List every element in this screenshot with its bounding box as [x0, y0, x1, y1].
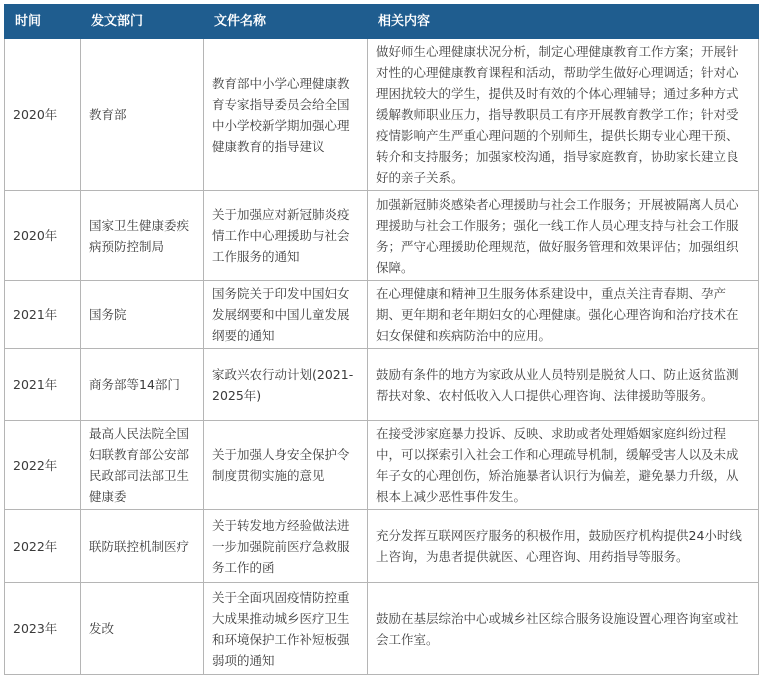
cell-department: 教育部 [81, 39, 204, 191]
cell-content: 在心理健康和精神卫生服务体系建设中，重点关注青春期、孕产期、更年期和老年期妇女的心理健康。强化心理咨询和治疗技术在妇女保健和疾病防治中的应用。 [368, 281, 759, 349]
cell-department: 国务院 [81, 281, 204, 349]
header-content: 相关内容 [368, 5, 759, 39]
table-row [5, 583, 759, 675]
header-year: 时间 [5, 5, 81, 39]
header-document: 文件名称 [204, 5, 368, 39]
table-row [5, 191, 759, 281]
table-row [5, 281, 759, 349]
cell-department: 国家卫生健康委疾病预防控制局 [81, 191, 204, 281]
cell-content: 在接受涉家庭暴力投诉、反映、求助或者处理婚姻家庭纠纷过程中，可以探索引入社会工作和心理疏导机制，缓解受害人以及未成年子女的心理创伤，矫治施暴者认识行为偏差，避免暴力升级，从根本上减少恶性事件发生。 [368, 421, 759, 510]
cell-document: 关于加强应对新冠肺炎疫情工作中心理援助与社会工作服务的通知 [204, 191, 368, 281]
cell-content: 加强新冠肺炎感染者心理援助与社会工作服务；开展被隔离人员心理援助与社会工作服务；强化一线工作人员心理支持与社会工作服务；严守心理援助伦理规范，做好服务管理和效果评估；加强组织保障。 [368, 191, 759, 281]
cell-department: 最高人民法院全国妇联教育部公安部民政部司法部卫生健康委 [81, 421, 204, 510]
cell-content: 做好师生心理健康状况分析，制定心理健康教育工作方案；开展针对性的心理健康教育课程和活动，帮助学生做好心理调适；针对心理困扰较大的学生，提供及时有效的个体心理辅导；通过多种方式缓解教师职业压力，指导教职员工有序开展教育教学工作；针对受疫情影响产生严重心理问题的个别师生，提供长期专业心理干预、转介和支持服务；加强家校沟通，指导家庭教育，协助家长建立良好的亲子关系。 [368, 39, 759, 191]
policy-table [4, 4, 759, 675]
table-row [5, 39, 759, 191]
table-row [5, 510, 759, 583]
cell-content: 鼓励在基层综治中心或城乡社区综合服务设施设置心理咨询室或社会工作室。 [368, 583, 759, 675]
cell-year: 2023年 [5, 583, 81, 675]
cell-document: 教育部中小学心理健康教育专家指导委员会给全国中小学校新学期加强心理健康教育的指导建议 [204, 39, 368, 191]
header-row [5, 5, 759, 39]
table-header [5, 5, 759, 39]
cell-year: 2020年 [5, 191, 81, 281]
cell-year: 2022年 [5, 510, 81, 583]
cell-year: 2022年 [5, 421, 81, 510]
header-department: 发文部门 [81, 5, 204, 39]
cell-content: 鼓励有条件的地方为家政从业人员特别是脱贫人口、防止返贫监测帮扶对象、农村低收入人口提供心理咨询、法律援助等服务。 [368, 349, 759, 421]
table-row [5, 349, 759, 421]
cell-department: 发改 [81, 583, 204, 675]
cell-year: 2020年 [5, 39, 81, 191]
table-body [5, 39, 759, 675]
table-row [5, 421, 759, 510]
cell-year: 2021年 [5, 281, 81, 349]
cell-document: 关于转发地方经验做法进一步加强院前医疗急救服务工作的函 [204, 510, 368, 583]
cell-document: 家政兴农行动计划(2021-2025年) [204, 349, 368, 421]
cell-year: 2021年 [5, 349, 81, 421]
cell-content: 充分发挥互联网医疗服务的积极作用，鼓励医疗机构提供24小时线上咨询，为患者提供就医、心理咨询、用药指导等服务。 [368, 510, 759, 583]
cell-document: 关于加强人身安全保护令制度贯彻实施的意见 [204, 421, 368, 510]
cell-department: 联防联控机制医疗 [81, 510, 204, 583]
cell-document: 国务院关于印发中国妇女发展纲要和中国儿童发展纲要的通知 [204, 281, 368, 349]
cell-document: 关于全面巩固疫情防控重大成果推动城乡医疗卫生和环境保护工作补短板强弱项的通知 [204, 583, 368, 675]
cell-department: 商务部等14部门 [81, 349, 204, 421]
